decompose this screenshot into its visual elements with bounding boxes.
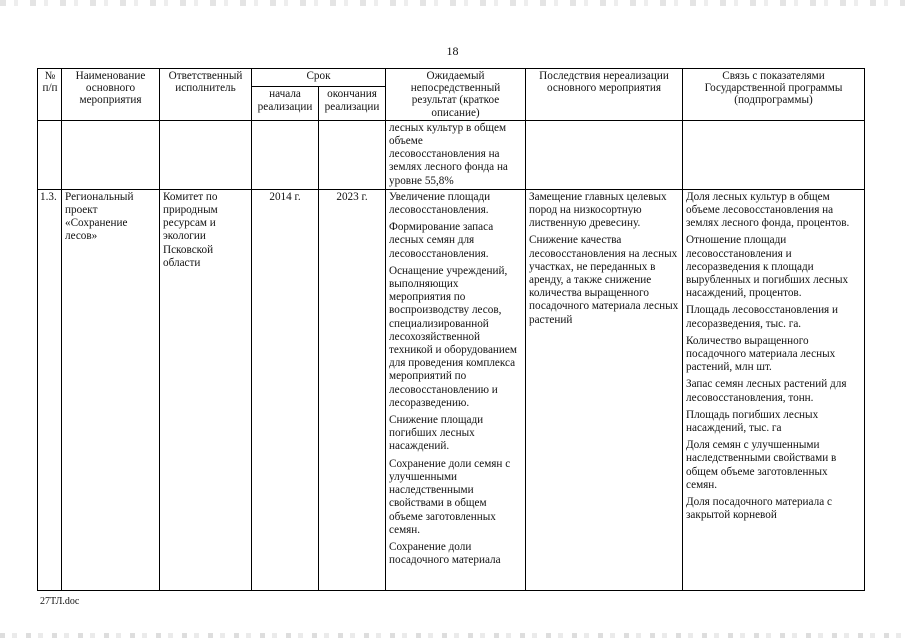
- scan-artifact-top: [0, 0, 905, 6]
- cell-name: Региональный проект «Сохранение лесов»: [62, 189, 160, 590]
- header-executor: Ответственный исполнитель: [160, 69, 252, 121]
- cell-empty: [526, 120, 683, 189]
- link-item: Запас семян лесных растений для лесовосстановления, тонн.: [686, 378, 847, 404]
- cell-empty: [683, 120, 865, 189]
- header-row-1: [38, 69, 865, 87]
- consequence-item: Снижение качества лесовосстановления на лесных участках, не переданных в аренду, а также снижение количества выращенного посадочного материала лесных растений: [529, 234, 679, 326]
- cell-links: [683, 189, 865, 590]
- result-item: Сохранение доли посадочного материала: [389, 540, 501, 567]
- link-item: Количество выращенного посадочного материала лесных растений, млн шт.: [686, 334, 836, 374]
- header-num: № п/п: [38, 69, 62, 121]
- cell-end: 2023 г.: [319, 189, 386, 590]
- header-link: Связь с показателями Государственной программы (подпрограммы): [683, 69, 865, 121]
- result-item: Оснащение учреждений, выполняющих мероприятия по воспроизводству лесов, специализированной лесохозяйственной техникой и оборудованием для проведения комплекса мероприятий по лесовосстановлению и лесоразведению.: [389, 264, 517, 409]
- result-item: Увеличение площади лесовосстановления.: [389, 190, 491, 217]
- header-term-end: окончания реализации: [319, 87, 386, 120]
- link-item: Доля лесных культур в общем объеме лесовосстановления на землях лесного фонда, процентов.: [686, 190, 850, 230]
- header-name: Наименование основного мероприятия: [62, 69, 160, 121]
- cell-empty: [252, 120, 319, 189]
- cell-empty: [62, 120, 160, 189]
- page-number: 18: [446, 44, 459, 58]
- cell-executor: Комитет по природным ресурсам и экологии Псковской области: [160, 189, 252, 590]
- table-row-1-3: [38, 189, 865, 590]
- footer-file-name: 27ТЛ.doc: [40, 596, 80, 607]
- cell-empty: [38, 120, 62, 189]
- consequence-item: Замещение главных целевых пород на низкосортную лиственную древесину.: [529, 190, 667, 230]
- link-item: Площадь погибших лесных насаждений, тыс. га: [686, 408, 819, 435]
- link-item: Отношение площади лесовосстановления и лесоразведения к площади вырубленных и погибших лесных насаждений, процентов.: [686, 234, 849, 300]
- result-item: Сохранение доли семян с улучшенными наследственными свойствами в общем объеме заготовленных семян.: [389, 457, 511, 536]
- cell-empty: [319, 120, 386, 189]
- cell-result-continuation: лесных культур в общем объеме лесовосстановления на землях лесного фонда на уровне 55,8%: [386, 120, 526, 189]
- result-item: Снижение площади погибших лесных насаждений.: [389, 414, 484, 453]
- header-term: Срок: [252, 69, 386, 87]
- cell-start: 2014 г.: [252, 189, 319, 590]
- result-item: Формирование запаса лесных семян для лесовосстановления.: [389, 221, 494, 260]
- link-item: Доля посадочного материала с закрытой корневой: [686, 496, 832, 522]
- measures-table: [37, 68, 865, 591]
- cell-num: 1.3.: [38, 189, 62, 590]
- header-term-start: начала реализации: [252, 87, 319, 120]
- header-result: Ожидаемый непосредственный результат (краткое описание): [386, 69, 526, 121]
- scan-artifact-bottom: [0, 633, 905, 638]
- link-item: Площадь лесовосстановления и лесоразведения, тыс. га.: [686, 304, 838, 330]
- cell-consequences: [526, 189, 683, 590]
- header-consequences: Последствия нереализации основного мероприятия: [526, 69, 683, 121]
- cell-empty: [160, 120, 252, 189]
- link-item: Доля семян с улучшенными наследственными свойствами в общем объеме заготовленных семян.: [686, 439, 837, 491]
- cell-results: [386, 189, 526, 590]
- table-row-continuation: [38, 120, 865, 189]
